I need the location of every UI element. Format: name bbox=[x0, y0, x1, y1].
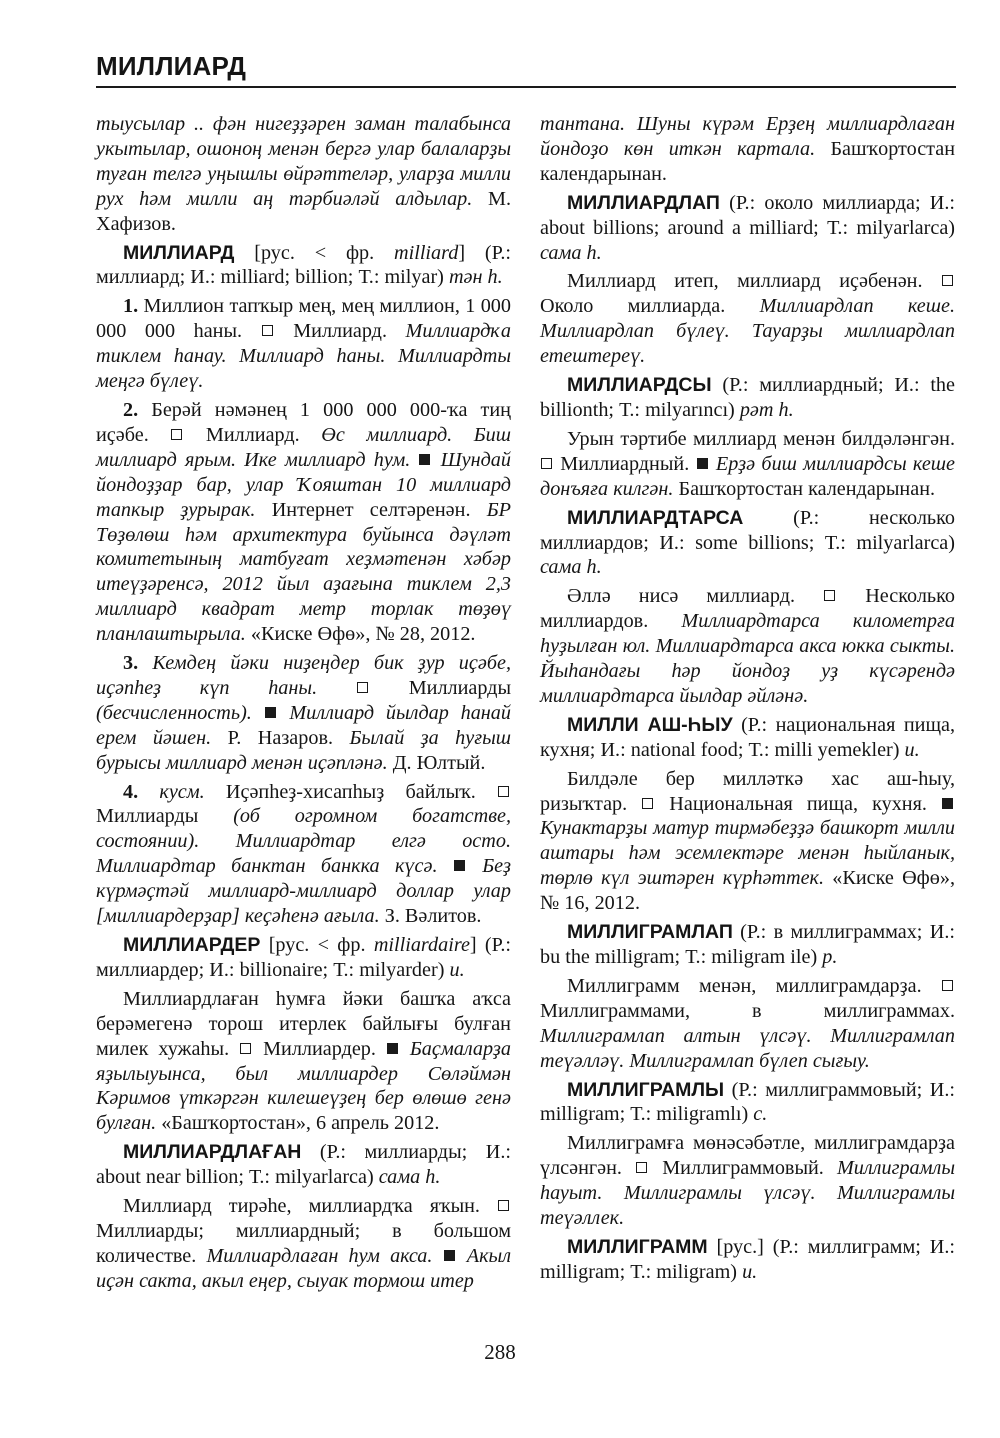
definition: Әллә нисә миллиард. Несколько миллиардов. Миллиардтарса километрға һуҙылған юл. Миллиардтарса акса юкка сыкты. Йыһандағы һәр йондоҙ уҙ күсәрендә миллиардтарса йылдар әйләнә. bbox=[540, 585, 955, 707]
headword: МИЛЛИАРДЛАП bbox=[567, 191, 720, 214]
headword: МИЛЛИ АШ-ҺЫУ bbox=[567, 713, 733, 736]
entry-milliarder: МИЛЛИАРДЕР [рус. < фр. milliardaire] (Р.: миллиардер; И.: billionaire; Т.: milyarder) и. bbox=[96, 934, 511, 981]
definition: Миллиард итеп, миллиард иҫәбенән. Около миллиарда. Миллиардлап кеше. Миллиардлап бүлеү. Тауарҙы миллиардлап етештереү. bbox=[540, 270, 955, 368]
headword: МИЛЛИАРДЛАҒАН bbox=[123, 1141, 302, 1164]
translation-marker-icon bbox=[942, 275, 953, 286]
headword: МИЛЛИГРАМЛЫ bbox=[567, 1078, 725, 1101]
left-column bbox=[96, 112, 511, 1298]
entry-milligramlap: МИЛЛИГРАМЛАП (Р.: в миллиграммах; И.: bu the milligram; Т.: miligram ile) р. bbox=[540, 921, 955, 968]
citation-marker-icon bbox=[444, 1250, 455, 1261]
definition: Урын тәртибе миллиард менән билдәләнгән. Миллиардный. Ерҙә биш миллиардсы кеше донъяға килгән. Башҡортостан календарынан. bbox=[540, 427, 956, 500]
citation-marker-icon bbox=[454, 860, 465, 871]
entry-milligramm: МИЛЛИГРАММ [рус.] (Р.: миллиграмм; И.: milligram; Т.: miligram) и. bbox=[540, 1235, 955, 1283]
translation-marker-icon bbox=[642, 798, 653, 809]
translation-marker-icon bbox=[357, 682, 368, 693]
page-number: 288 bbox=[484, 1340, 516, 1364]
translation-marker-icon bbox=[541, 458, 552, 469]
page-header bbox=[96, 36, 956, 88]
headword: МИЛЛИАРД bbox=[123, 241, 235, 264]
sense-3: 3. Кемдең йәки ниҙеңдер бик ҙур иҫәбе, иҫәпһеҙ күп һаны. Миллиарды (бесчисленность). Миллиард йылдар һанай ерем йәшен. Р. Назаров. Былай ҙа һуғыш бурысы миллиард менән иҫәпләнә. Д. Юлтый. bbox=[96, 652, 512, 774]
continued-example: тыусылар .. фән нигеҙҙәрен заман талабынса укытылар, ошоноң менән бергә улар балаларҙы туған телгә уңышлы өйрәттеләр, уларҙа милли рух һәм милли аң тәрбиәләй алдылар. М. Хафизов. bbox=[96, 113, 511, 235]
right-column bbox=[540, 112, 955, 1289]
entry-milligramly: МИЛЛИГРАМЛЫ (Р.: миллиграммовый; И.: milligram; Т.: miligramlı) с. bbox=[540, 1078, 955, 1126]
citation-marker-icon bbox=[387, 1043, 398, 1054]
citation-marker-icon bbox=[942, 798, 953, 809]
definition: Билдәле бер милләткә хас аш-һыу, ризыҡтар. Национальная пища, кухня. Кунактарҙы матур тирмәбеҙҙә башкорт милли аштары һәм эсемлектәре менән һыйланык, төрлө күл эштәрен күрһәттек. «Киске Өфө», № 16, 2012. bbox=[540, 767, 955, 915]
running-head: МИЛЛИАРД bbox=[96, 51, 247, 81]
translation-marker-icon bbox=[262, 325, 273, 336]
entry-milliardlagan: МИЛЛИАРДЛАҒАН (Р.: миллиарды; И.: about near billion; Т.: milyarlarca) сама h. bbox=[96, 1141, 511, 1189]
translation-marker-icon bbox=[498, 1200, 509, 1211]
headword: МИЛЛИАРДТАРСА bbox=[567, 506, 744, 529]
definition: Миллиард тирәһе, миллиардҡа яҡын. Миллиарды; миллиардный; в большом количестве. Миллиардлаған һум акса. Акыл иҫән сакта, акыл еңер, сыуак тормош итер bbox=[96, 1195, 511, 1292]
sense-1: 1. Миллион тапҡыр мең, мең миллион, 1 000 000 000 һаны. Миллиард. Миллиардҡа тиклем һанау. Миллиард һаны. Миллиардты меңгә бүлеү. bbox=[96, 295, 512, 393]
headword: МИЛЛИГРАМЛАП bbox=[567, 921, 733, 944]
headword: МИЛЛИАРДЕР bbox=[123, 934, 261, 956]
citation-marker-icon bbox=[265, 707, 276, 718]
entry-milliardtarsa: МИЛЛИАРДТАРСА (Р.: несколько миллиардов; И.: some billions; Т.: milyarlarca) сама h. bbox=[540, 506, 955, 579]
definition: Миллиардлаған һумға йәки башҡа аҡса берәмегенә торош итерлек байлығы булған милек хужаһы. Миллиардер. Баҫмаларҙа яҙылыуынса, был миллиардер Сөләймән Кәримов үткәргән килешеүҙең бер өлөшө генә булған. «Башҡортостан», 6 апрель 2012. bbox=[96, 987, 512, 1135]
continued-example: тантана. Шуны күрәм Ерҙең миллиардлаған йондоҙо көн иткән картала. Башҡортостан календарынан. bbox=[540, 113, 956, 185]
entry-milliardlap: МИЛЛИАРДЛАП (Р.: около миллиарда; И.: about billions; around a milliard; Т.: milyarlarca) сама h. bbox=[540, 191, 955, 264]
citation-marker-icon bbox=[419, 454, 430, 465]
headword: МИЛЛИАРДСЫ bbox=[567, 374, 712, 397]
translation-marker-icon bbox=[498, 786, 509, 797]
citation-marker-icon bbox=[697, 458, 708, 469]
definition: Миллиграмм менән, миллиграмдарҙа. Миллиграммами, в миллиграммах. Миллиграмлап алтын үлсәү. Миллиграмлап теүәлләү. Миллиграмлап бүлеп сығыу. bbox=[540, 974, 955, 1072]
definition: Миллиграмға мөнәсәбәтле, миллиграмдарҙа үлсәнгән. Миллиграммовый. Миллиграмлы һауыт. Миллиграмлы үлсәү. Миллиграмлы теүәллек. bbox=[540, 1132, 955, 1230]
sense-2: 2. Берәй нәмәнең 1 000 000 000-ҡа тиң иҫәбе. Миллиард. Өс миллиард. Биш миллиард ярым. Ике миллиард һум. Шундай йондоҙҙар бар, улар Ҡояштан 10 миллиард тапкыр ҙурырак. Интернет селтәренән. БР Төҙөлөш һәм архитектура буйынса дәүләт комитетының матбуғат хеҙмәтенән хәбәр итеүҙәренсә, 2012 йыл аҙағына тиклем 2,3 миллиард квадрат метр торлак төҙөү планлаштырыла. «Киске Өфө», № 28, 2012. bbox=[96, 398, 512, 646]
translation-marker-icon bbox=[636, 1162, 647, 1173]
headword: МИЛЛИГРАММ bbox=[567, 1235, 708, 1258]
translation-marker-icon bbox=[240, 1043, 251, 1054]
translation-marker-icon bbox=[942, 980, 953, 991]
translation-marker-icon bbox=[824, 590, 835, 601]
entry-milliard: МИЛЛИАРД [рус. < фр. milliard] (Р.: миллиард; И.: milliard; billion; Т.: milyar) тән h. bbox=[96, 241, 511, 289]
sense-4: 4. кусм. Иҫәпһеҙ-хисапһыҙ байлыҡ. Миллиарды (об огромном богатстве, состоянии). Миллиардтар елгә осто. Миллиардтар банктан банкка күсә. Беҙ күрмәҫтәй миллиард-миллиард доллар улар [миллиардерҙар] кеҫәһенә ағыла. З. Вәлитов. bbox=[96, 780, 511, 928]
entry-milli-ash-hyu: МИЛЛИ АШ-ҺЫУ (Р.: национальная пища, кухня; И.: national food; Т.: milli yemekler) и. bbox=[540, 713, 955, 761]
translation-marker-icon bbox=[171, 429, 182, 440]
entry-milliardsy: МИЛЛИАРДСЫ (Р.: миллиардный; И.: the billionth; Т.: milyarıncı) рәт h. bbox=[540, 374, 955, 421]
